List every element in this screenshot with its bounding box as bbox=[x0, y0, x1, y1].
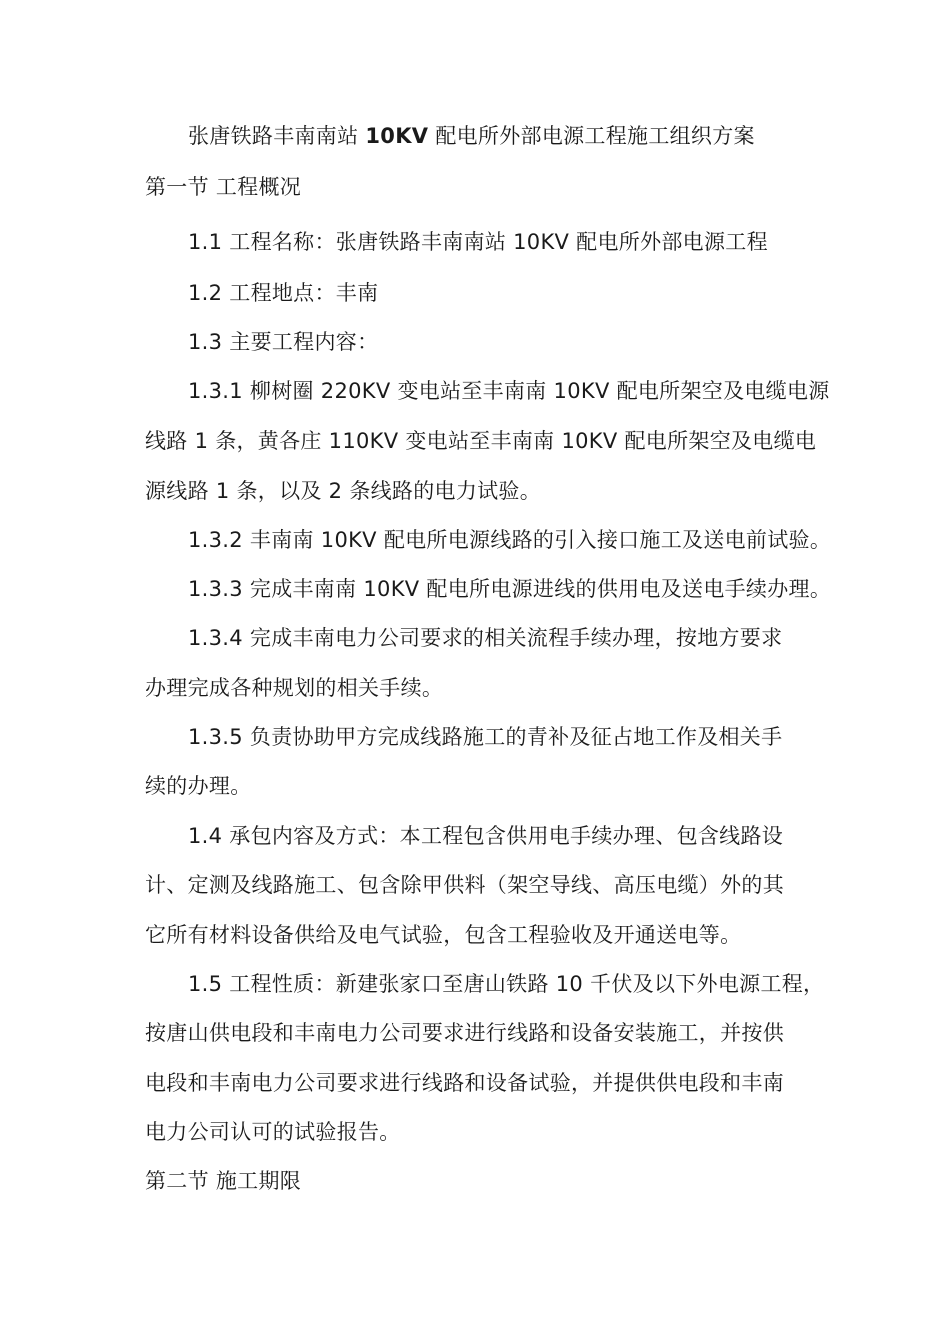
paragraph-1-3-5-line2: 续的办理。 bbox=[145, 774, 252, 798]
document-title bbox=[188, 121, 755, 151]
paragraph-1-3-1-line3: 源线路 1 条，以及 2 条线路的电力试验。 bbox=[145, 479, 542, 503]
paragraph-1-3-1-line1: 1.3.1 柳树圈 220KV 变电站至丰南南 10KV 配电所架空及电缆电源 bbox=[188, 379, 830, 403]
title-bold: 10KV bbox=[365, 124, 429, 148]
paragraph-1-5-line4: 电力公司认可的试验报告。 bbox=[145, 1120, 401, 1144]
title-suffix: 配电所外部电源工程施工组织方案 bbox=[435, 124, 755, 148]
paragraph-1-3-4-line1: 1.3.4 完成丰南电力公司要求的相关流程手续办理，按地方要求 bbox=[188, 626, 783, 650]
paragraph-1-5-line2: 按唐山供电段和丰南电力公司要求进行线路和设备安装施工，并按供 bbox=[145, 1021, 784, 1045]
title-prefix: 张唐铁路丰南南站 bbox=[188, 124, 359, 148]
section-heading-2: 第二节 施工期限 bbox=[145, 1169, 302, 1193]
paragraph-1-3-4-line2: 办理完成各种规划的相关手续。 bbox=[145, 676, 444, 700]
paragraph-1-3: 1.3 主要工程内容： bbox=[188, 330, 379, 354]
paragraph-1-4-line1: 1.4 承包内容及方式：本工程包含供用电手续办理、包含线路设 bbox=[188, 824, 784, 848]
paragraph-1-3-5-line1: 1.3.5 负责协助甲方完成线路施工的青补及征占地工作及相关手 bbox=[188, 725, 783, 749]
section-heading-1: 第一节 工程概况 bbox=[145, 175, 302, 199]
paragraph-1-3-2: 1.3.2 丰南南 10KV 配电所电源线路的引入接口施工及送电前试验。 bbox=[188, 528, 832, 552]
paragraph-1-3-3: 1.3.3 完成丰南南 10KV 配电所电源进线的供用电及送电手续办理。 bbox=[188, 577, 832, 601]
paragraph-1-2: 1.2 工程地点：丰南 bbox=[188, 281, 379, 305]
paragraph-1-3-1-line2: 线路 1 条，黄各庄 110KV 变电站至丰南南 10KV 配电所架空及电缆电 bbox=[145, 429, 817, 453]
paragraph-1-4-line2: 计、定测及线路施工、包含除甲供料（架空导线、高压电缆）外的其 bbox=[145, 873, 784, 897]
paragraph-1-4-line3: 它所有材料设备供给及电气试验，包含工程验收及开通送电等。 bbox=[145, 923, 742, 947]
paragraph-1-1: 1.1 工程名称：张唐铁路丰南南站 10KV 配电所外部电源工程 bbox=[188, 230, 768, 254]
paragraph-1-5-line1: 1.5 工程性质：新建张家口至唐山铁路 10 千伏及以下外电源工程， bbox=[188, 972, 825, 996]
paragraph-1-5-line3: 电段和丰南电力公司要求进行线路和设备试验，并提供供电段和丰南 bbox=[145, 1071, 784, 1095]
